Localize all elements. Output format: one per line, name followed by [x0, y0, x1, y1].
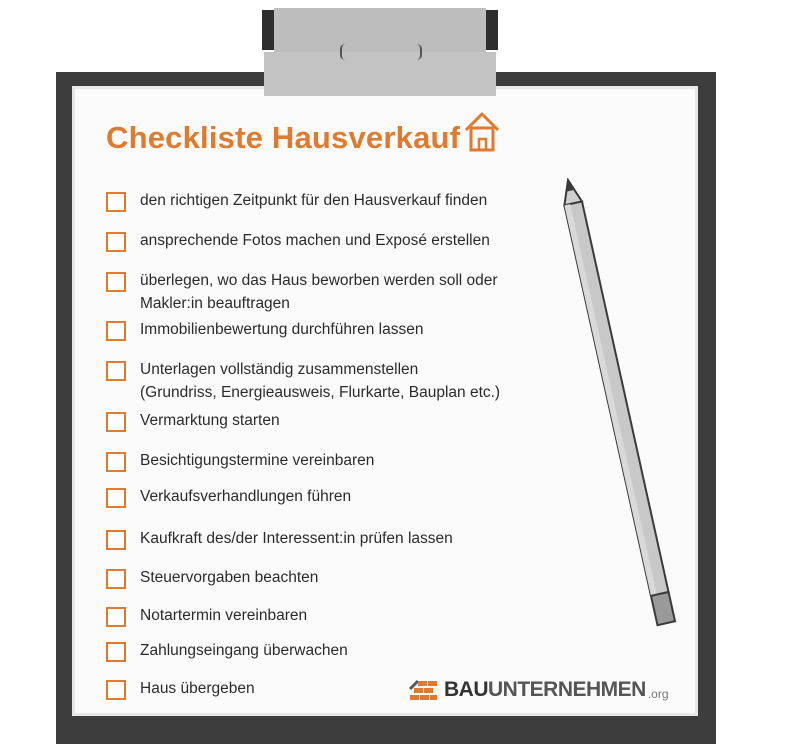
- checklist-item[interactable]: [106, 530, 526, 550]
- checklist-item-line: überlegen, wo das Haus beworben werden soll oder: [140, 272, 498, 289]
- checklist-item-label: [140, 527, 453, 550]
- logo-text-bau: BAU: [444, 678, 488, 701]
- checklist-item-label: [140, 449, 374, 472]
- checkbox[interactable]: [106, 452, 126, 472]
- clip-hole-left: [340, 44, 350, 60]
- checklist-item-line: Zahlungseingang überwachen: [140, 642, 348, 659]
- checklist-item-label: [140, 566, 318, 589]
- checklist-item-line: Steuervorgaben beachten: [140, 569, 319, 586]
- checklist-item-line: (Grundriss, Energieausweis, Flurkarte, Bauplan etc.): [140, 384, 501, 401]
- checklist-item[interactable]: [106, 361, 526, 404]
- checklist-item-label: [140, 269, 498, 315]
- checklist-item[interactable]: [106, 321, 526, 341]
- checklist-item-label: [140, 229, 490, 252]
- checklist-item-line: ansprechende Fotos machen und Exposé erstellen: [140, 232, 490, 249]
- checklist-item[interactable]: [106, 232, 526, 252]
- checklist-item-line: Vermarktung starten: [140, 412, 280, 429]
- checkbox[interactable]: [106, 321, 126, 341]
- checklist-item-label: [140, 189, 487, 212]
- checklist-item-line: den richtigen Zeitpunkt für den Hausverkauf finden: [140, 192, 488, 209]
- checkbox[interactable]: [106, 192, 126, 212]
- logo-text-org: .org: [647, 687, 669, 701]
- clipboard-clip-icon: [274, 8, 486, 96]
- checklist-item[interactable]: [106, 272, 526, 315]
- checklist-item-line: Notartermin vereinbaren: [140, 607, 308, 624]
- checkbox[interactable]: [106, 680, 126, 700]
- pencil-icon: [560, 178, 690, 648]
- checkbox[interactable]: [106, 569, 126, 589]
- checkbox[interactable]: [106, 232, 126, 252]
- checkbox[interactable]: [106, 530, 126, 550]
- page-title: Checkliste Hausverkauf: [106, 120, 461, 155]
- checkbox[interactable]: [106, 412, 126, 432]
- checklist-item-label: [140, 639, 348, 662]
- checkbox[interactable]: [106, 272, 126, 292]
- checklist-item-line: Besichtigungstermine vereinbaren: [140, 452, 375, 469]
- checklist-item-line: Immobilienbewertung durchführen lassen: [140, 321, 424, 338]
- bauunternehmen-logo: [408, 678, 669, 702]
- checklist-item[interactable]: [106, 412, 526, 432]
- checklist-item-label: [140, 604, 307, 627]
- checklist-item-label: [140, 485, 351, 508]
- checkbox[interactable]: [106, 361, 126, 381]
- checklist-item[interactable]: [106, 607, 526, 627]
- checkbox[interactable]: [106, 642, 126, 662]
- checklist-item-label: [140, 358, 500, 404]
- checklist-item-line: Kaufkraft des/der Interessent:in prüfen lassen: [140, 530, 453, 547]
- checklist-item[interactable]: [106, 488, 526, 508]
- checklist-item[interactable]: [106, 192, 526, 212]
- bricks-logo-icon: [408, 679, 438, 701]
- logo-text-unternehmen: UNTERNEHMEN: [488, 678, 646, 701]
- checklist-item-label: [140, 677, 255, 700]
- checklist-item-label: [140, 318, 423, 341]
- house-outline-icon: [462, 106, 502, 156]
- checklist-item[interactable]: [106, 452, 526, 472]
- checkbox[interactable]: [106, 488, 126, 508]
- checklist-item[interactable]: [106, 642, 526, 662]
- clip-hole-right: [412, 44, 422, 60]
- checklist-item-line: Makler:in beauftragen: [140, 295, 290, 312]
- checklist-item-line: Unterlagen vollständig zusammenstellen: [140, 361, 419, 378]
- checklist-item-label: [140, 409, 280, 432]
- checklist-item[interactable]: [106, 569, 526, 589]
- checkbox[interactable]: [106, 607, 126, 627]
- checklist-item-line: Haus übergeben: [140, 680, 255, 697]
- checklist-item-line: Verkaufsverhandlungen führen: [140, 488, 352, 505]
